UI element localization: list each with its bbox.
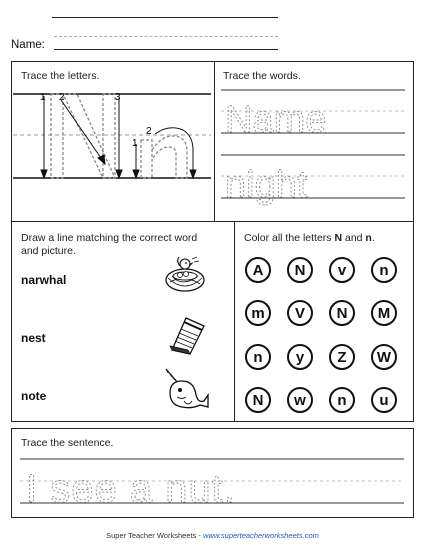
color-letters-title: Color all the letters N and n. <box>244 232 375 244</box>
trace-word-2: night <box>225 164 308 206</box>
trace-sentence-area[interactable] <box>12 452 412 512</box>
name-field[interactable] <box>54 49 278 50</box>
letter-circle[interactable]: W <box>371 344 397 370</box>
trace-sentence-text: I see a nut. <box>26 467 236 511</box>
letter-circle[interactable]: n <box>329 387 355 413</box>
trace-words-area[interactable] <box>215 84 414 220</box>
match-word-2[interactable]: nest <box>21 331 46 345</box>
top-line <box>52 17 278 18</box>
footer-brand: Super Teacher Worksheets - <box>106 531 203 540</box>
notepad-icon[interactable] <box>164 312 208 356</box>
letter-circle[interactable]: u <box>371 387 397 413</box>
trace-words-title: Trace the words. <box>223 70 301 82</box>
stroke-number-1: 1 <box>40 92 46 103</box>
uppercase-n-trace <box>51 94 115 178</box>
narwhal-icon[interactable] <box>160 367 212 413</box>
trace-letters-title: Trace the letters. <box>21 70 100 82</box>
bird-nest-icon[interactable] <box>162 254 208 296</box>
name-dashed-guide <box>54 36 278 37</box>
letter-circle[interactable]: y <box>287 344 313 370</box>
match-word-3[interactable]: note <box>21 389 47 403</box>
letter-circle[interactable]: n <box>371 257 397 283</box>
divider-horizontal <box>11 221 414 222</box>
trace-letters-area[interactable] <box>11 84 214 189</box>
letter-circle[interactable]: N <box>329 300 355 326</box>
stroke-number-5: 2 <box>146 126 152 137</box>
stroke-number-2: 2 <box>59 92 65 103</box>
letter-circle[interactable]: M <box>371 300 397 326</box>
letter-circle[interactable]: w <box>287 387 313 413</box>
match-word-1[interactable]: narwhal <box>21 273 67 287</box>
letter-circle[interactable]: A <box>245 257 271 283</box>
letter-circle[interactable]: n <box>245 344 271 370</box>
matching-instructions: Draw a line matching the correct word and picture. <box>21 232 198 257</box>
divider-vertical-bottom <box>234 221 235 422</box>
letter-circle[interactable]: N <box>245 387 271 413</box>
stroke-number-3: 3 <box>115 92 121 103</box>
footer-url[interactable]: www.superteacherworksheets.com <box>202 531 319 540</box>
letter-circle[interactable]: v <box>329 257 355 283</box>
letter-circle[interactable]: N <box>287 257 313 283</box>
lowercase-n-trace <box>141 136 187 178</box>
footer <box>0 531 425 540</box>
name-label: Name: <box>11 39 45 51</box>
letter-circle[interactable]: Z <box>329 344 355 370</box>
trace-word-1: Name <box>225 99 327 141</box>
stroke-number-4: 1 <box>132 138 138 149</box>
trace-sentence-title: Trace the sentence. <box>21 437 114 449</box>
letter-circle[interactable]: m <box>245 300 271 326</box>
letter-circle[interactable]: V <box>287 300 313 326</box>
